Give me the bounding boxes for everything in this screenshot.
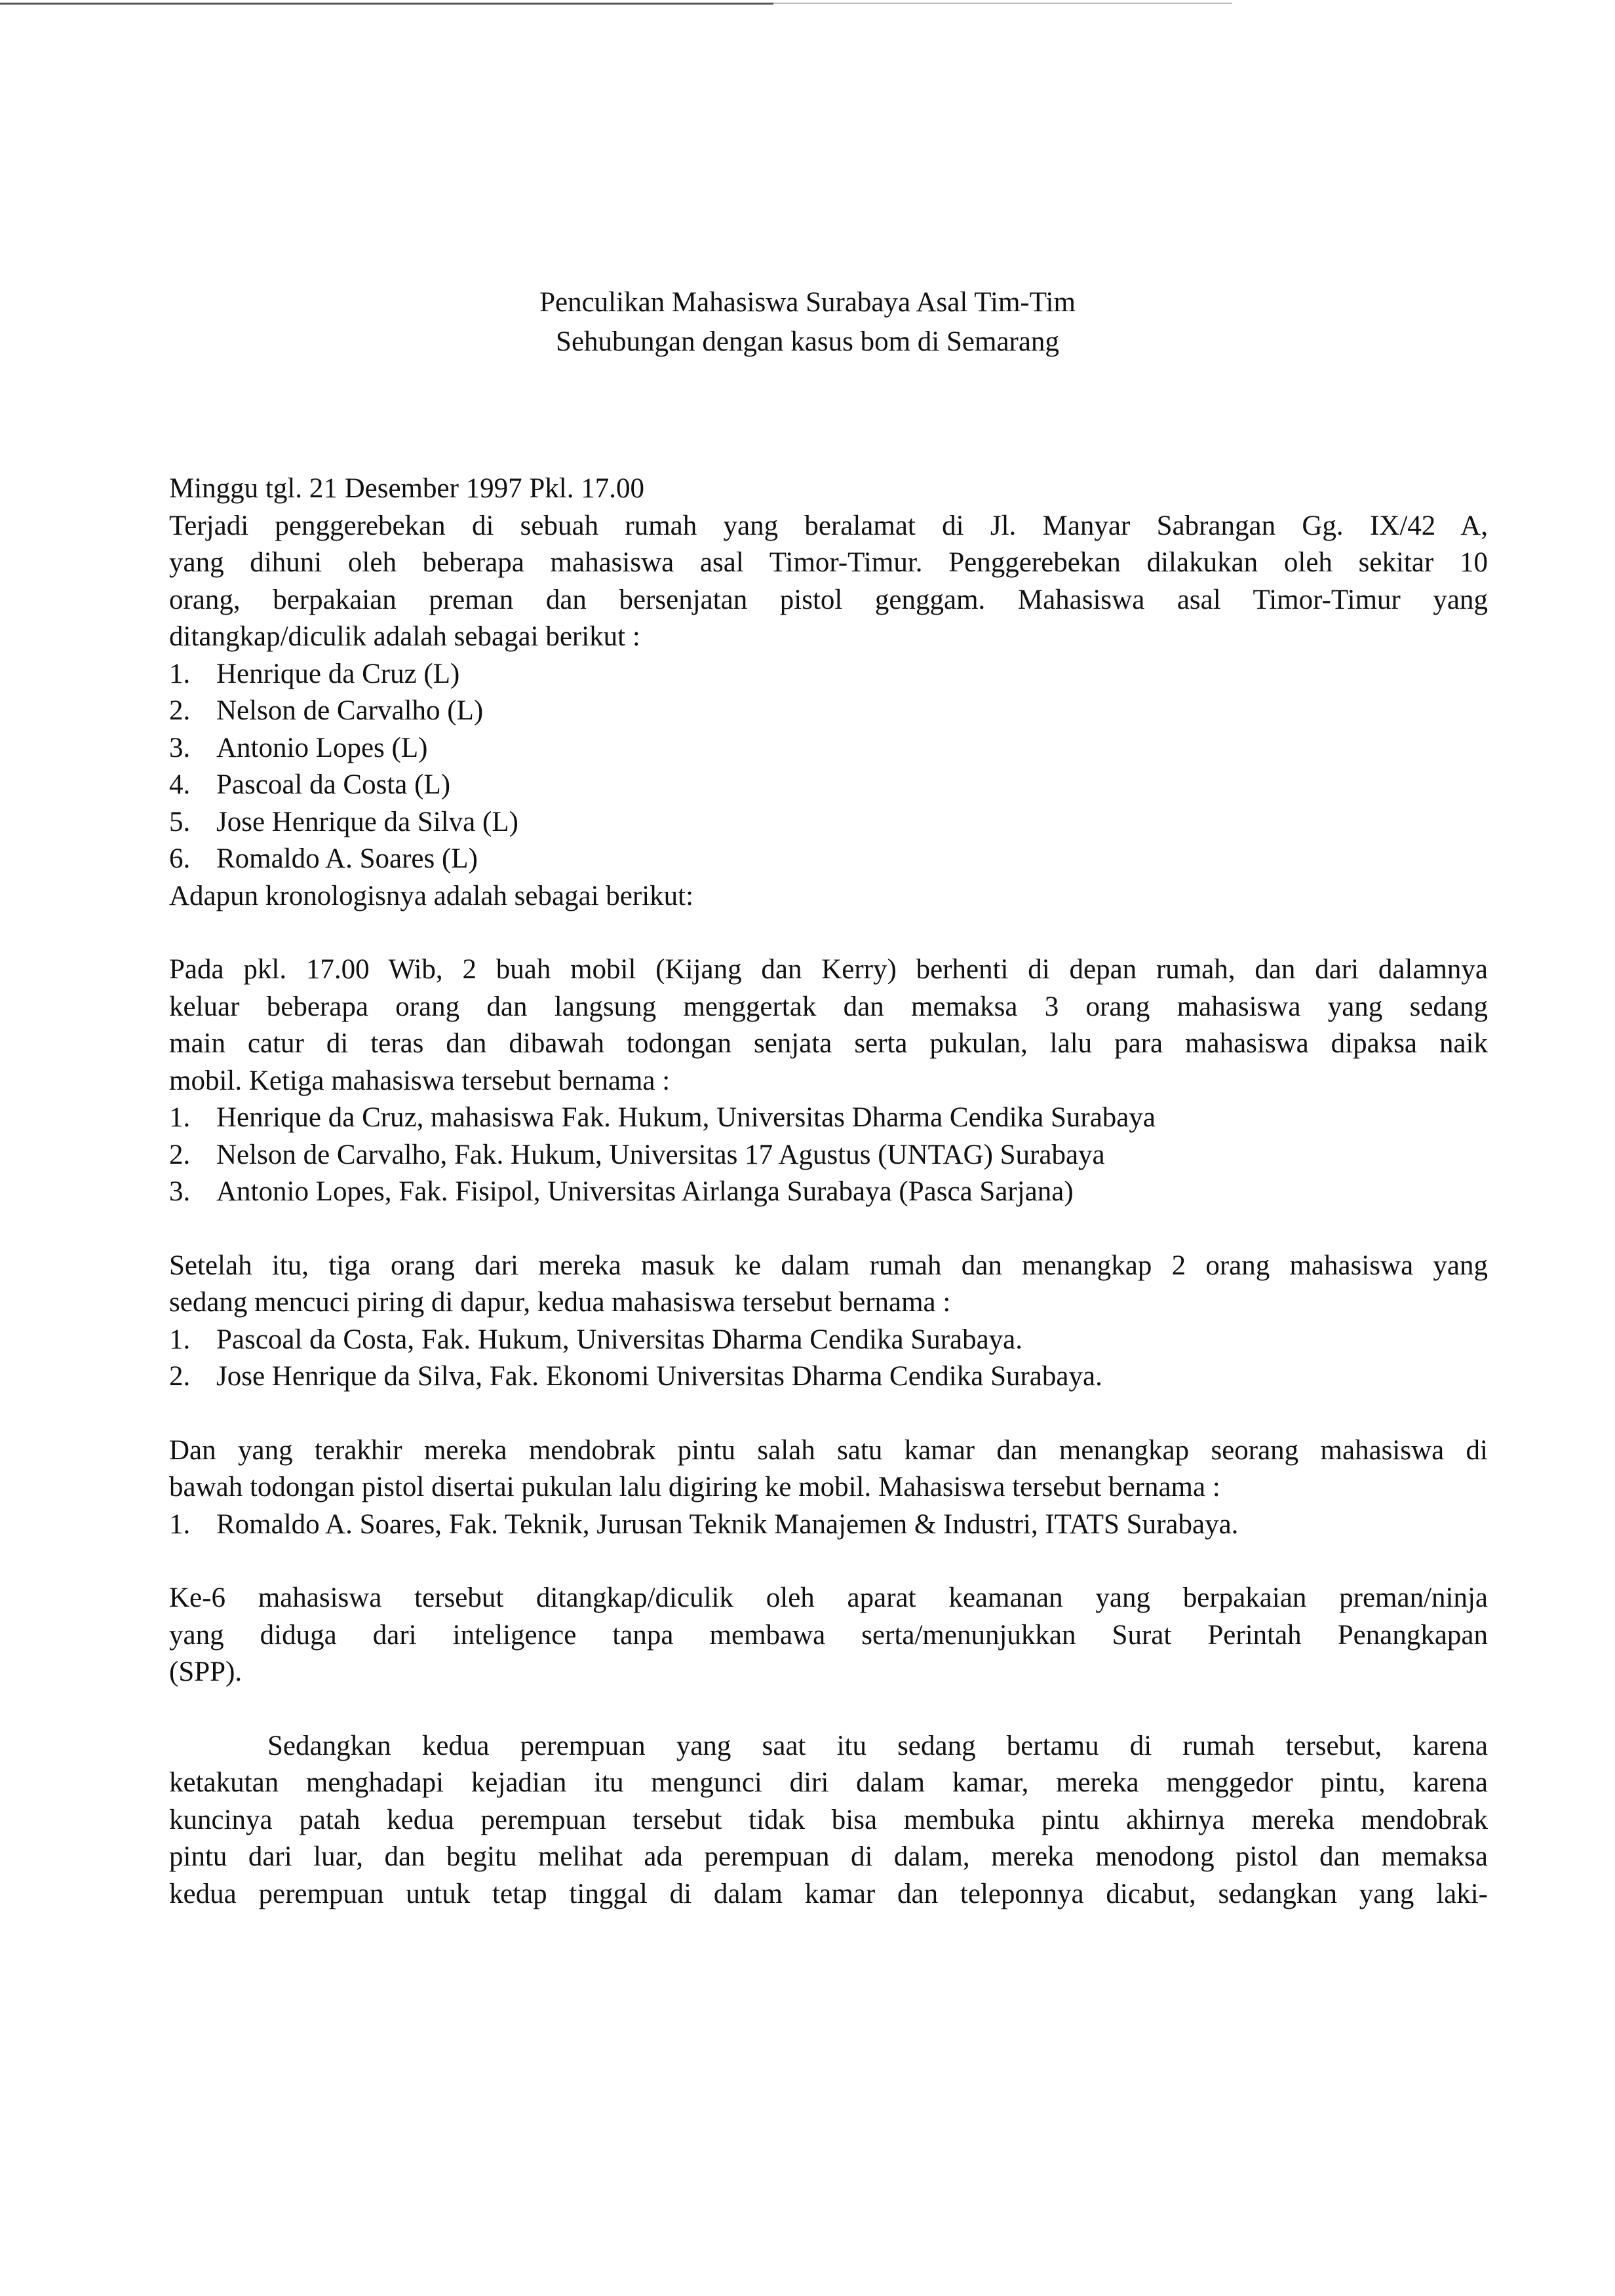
title-line-1: Penculikan Mahasiswa Surabaya Asal Tim-Tim bbox=[539, 287, 1076, 318]
list-item: 1. Henrique da Cruz, mahasiswa Fak. Hukum, Universitas Dharma Cendika Surabaya bbox=[169, 1102, 1156, 1133]
third-group-list bbox=[169, 1506, 1488, 1544]
list-item: 2. Nelson de Carvalho (L) bbox=[169, 695, 484, 726]
text-line: sedang mencuci piring di dapur, kedua mahasiswa tersebut bernama : bbox=[169, 1287, 951, 1318]
scan-artifact-line bbox=[0, 3, 773, 5]
first-group-list bbox=[169, 1100, 1488, 1211]
list-item: 2. Jose Henrique da Silva, Fak. Ekonomi Universitas Dharma Cendika Surabaya. bbox=[169, 1361, 1102, 1392]
text-line: main catur di teras dan dibawah todongan senjata serta pukulan, lalu para mahasiswa dipaksa naik bbox=[169, 1028, 1488, 1059]
list-item: 2. Nelson de Carvalho, Fak. Hukum, Universitas 17 Agustus (UNTAG) Surabaya bbox=[169, 1139, 1105, 1170]
text-line: ketakutan menghadapi kejadian itu mengunci diri dalam kamar, mereka menggedor pintu, karena bbox=[169, 1767, 1488, 1798]
list-item: 1. Pascoal da Costa, Fak. Hukum, Universitas Dharma Cendika Surabaya. bbox=[169, 1324, 1023, 1355]
text-line: ditangkap/diculik adalah sebagai berikut : bbox=[169, 621, 640, 652]
text-line: keluar beberapa orang dan langsung menggertak dan memaksa 3 orang mahasiswa yang sedang bbox=[169, 991, 1488, 1022]
text-line: Pada pkl. 17.00 Wib, 2 buah mobil (Kijang dan Kerry) berhenti di depan rumah, dan dari dalamnya bbox=[169, 954, 1488, 985]
list-item: 5. Jose Henrique da Silva (L) bbox=[169, 806, 518, 837]
chronology-intro: Adapun kronologisnya adalah sebagai berikut: bbox=[169, 880, 694, 911]
list-item: 3. Antonio Lopes, Fak. Fisipol, Universitas Airlanga Surabaya (Pasca Sarjana) bbox=[169, 1176, 1074, 1207]
text-line: kedua perempuan untuk tetap tinggal di dalam kamar dan teleponnya dicabut, sedangkan yang laki- bbox=[169, 1878, 1488, 1909]
list-item: 3. Antonio Lopes (L) bbox=[169, 732, 428, 763]
text-line: Sedangkan kedua perempuan yang saat itu sedang bertamu di rumah tersebut, karena bbox=[267, 1730, 1488, 1761]
second-group-list bbox=[169, 1322, 1488, 1396]
list-item: 1. Henrique da Cruz (L) bbox=[169, 658, 460, 689]
date-line: Minggu tgl. 21 Desember 1997 Pkl. 17.00 bbox=[169, 473, 644, 504]
text-line: yang diduga dari inteligence tanpa membawa serta/menunjukkan Surat Perintah Penangkapan bbox=[169, 1619, 1488, 1651]
chronology-paragraph-3 bbox=[169, 1432, 1488, 1506]
text-line: mobil. Ketiga mahasiswa tersebut bernama : bbox=[169, 1065, 671, 1096]
chronology-paragraph-1 bbox=[169, 951, 1488, 1100]
text-line: Dan yang terakhir mereka mendobrak pintu salah satu kamar dan menangkap seorang mahasiswa di bbox=[169, 1434, 1488, 1466]
text-line: Setelah itu, tiga orang dari mereka masuk ke dalam rumah dan menangkap 2 orang mahasiswa yang bbox=[169, 1250, 1488, 1281]
chronology-paragraph-2 bbox=[169, 1248, 1488, 1322]
text-line: Terjadi penggerebekan di sebuah rumah yang beralamat di Jl. Manyar Sabrangan Gg. IX/42 A, bbox=[169, 510, 1488, 541]
text-line: (SPP). bbox=[169, 1656, 243, 1687]
text-line: orang, berpakaian preman dan bersenjatan pistol genggam. Mahasiswa asal Timor-Timur yang bbox=[169, 584, 1488, 615]
scan-artifact-line-faint bbox=[773, 3, 1232, 4]
list-item: 6. Romaldo A. Soares (L) bbox=[169, 843, 478, 874]
text-line: yang dihuni oleh beberapa mahasiswa asal Timor-Timur. Penggerebekan dilakukan oleh sekitar 10 bbox=[169, 547, 1488, 578]
women-paragraph bbox=[169, 1728, 1488, 1913]
text-line: bawah todongan pistol disertai pukulan lalu digiring ke mobil. Mahasiswa tersebut bernama : bbox=[169, 1472, 1220, 1502]
intro-paragraph bbox=[169, 508, 1488, 656]
title-line-2: Sehubungan dengan kasus bom di Semarang bbox=[556, 326, 1059, 357]
text-line: pintu dari luar, dan begitu melihat ada perempuan di dalam, mereka menodong pistol dan memaksa bbox=[169, 1841, 1488, 1872]
abducted-list bbox=[169, 656, 1488, 878]
summary-paragraph bbox=[169, 1580, 1488, 1691]
list-item: 1. Romaldo A. Soares, Fak. Teknik, Jurusan Teknik Manajemen & Industri, ITATS Surabaya. bbox=[169, 1508, 1239, 1540]
text-line: Ke-6 mahasiswa tersebut ditangkap/diculik oleh aparat keamanan yang berpakaian preman/ninja bbox=[169, 1582, 1488, 1613]
document-body bbox=[169, 470, 1488, 1913]
document-title bbox=[0, 283, 1615, 362]
text-line: kuncinya patah kedua perempuan tersebut tidak bisa membuka pintu akhirnya mereka mendobrak bbox=[169, 1804, 1488, 1835]
list-item: 4. Pascoal da Costa (L) bbox=[169, 769, 451, 800]
